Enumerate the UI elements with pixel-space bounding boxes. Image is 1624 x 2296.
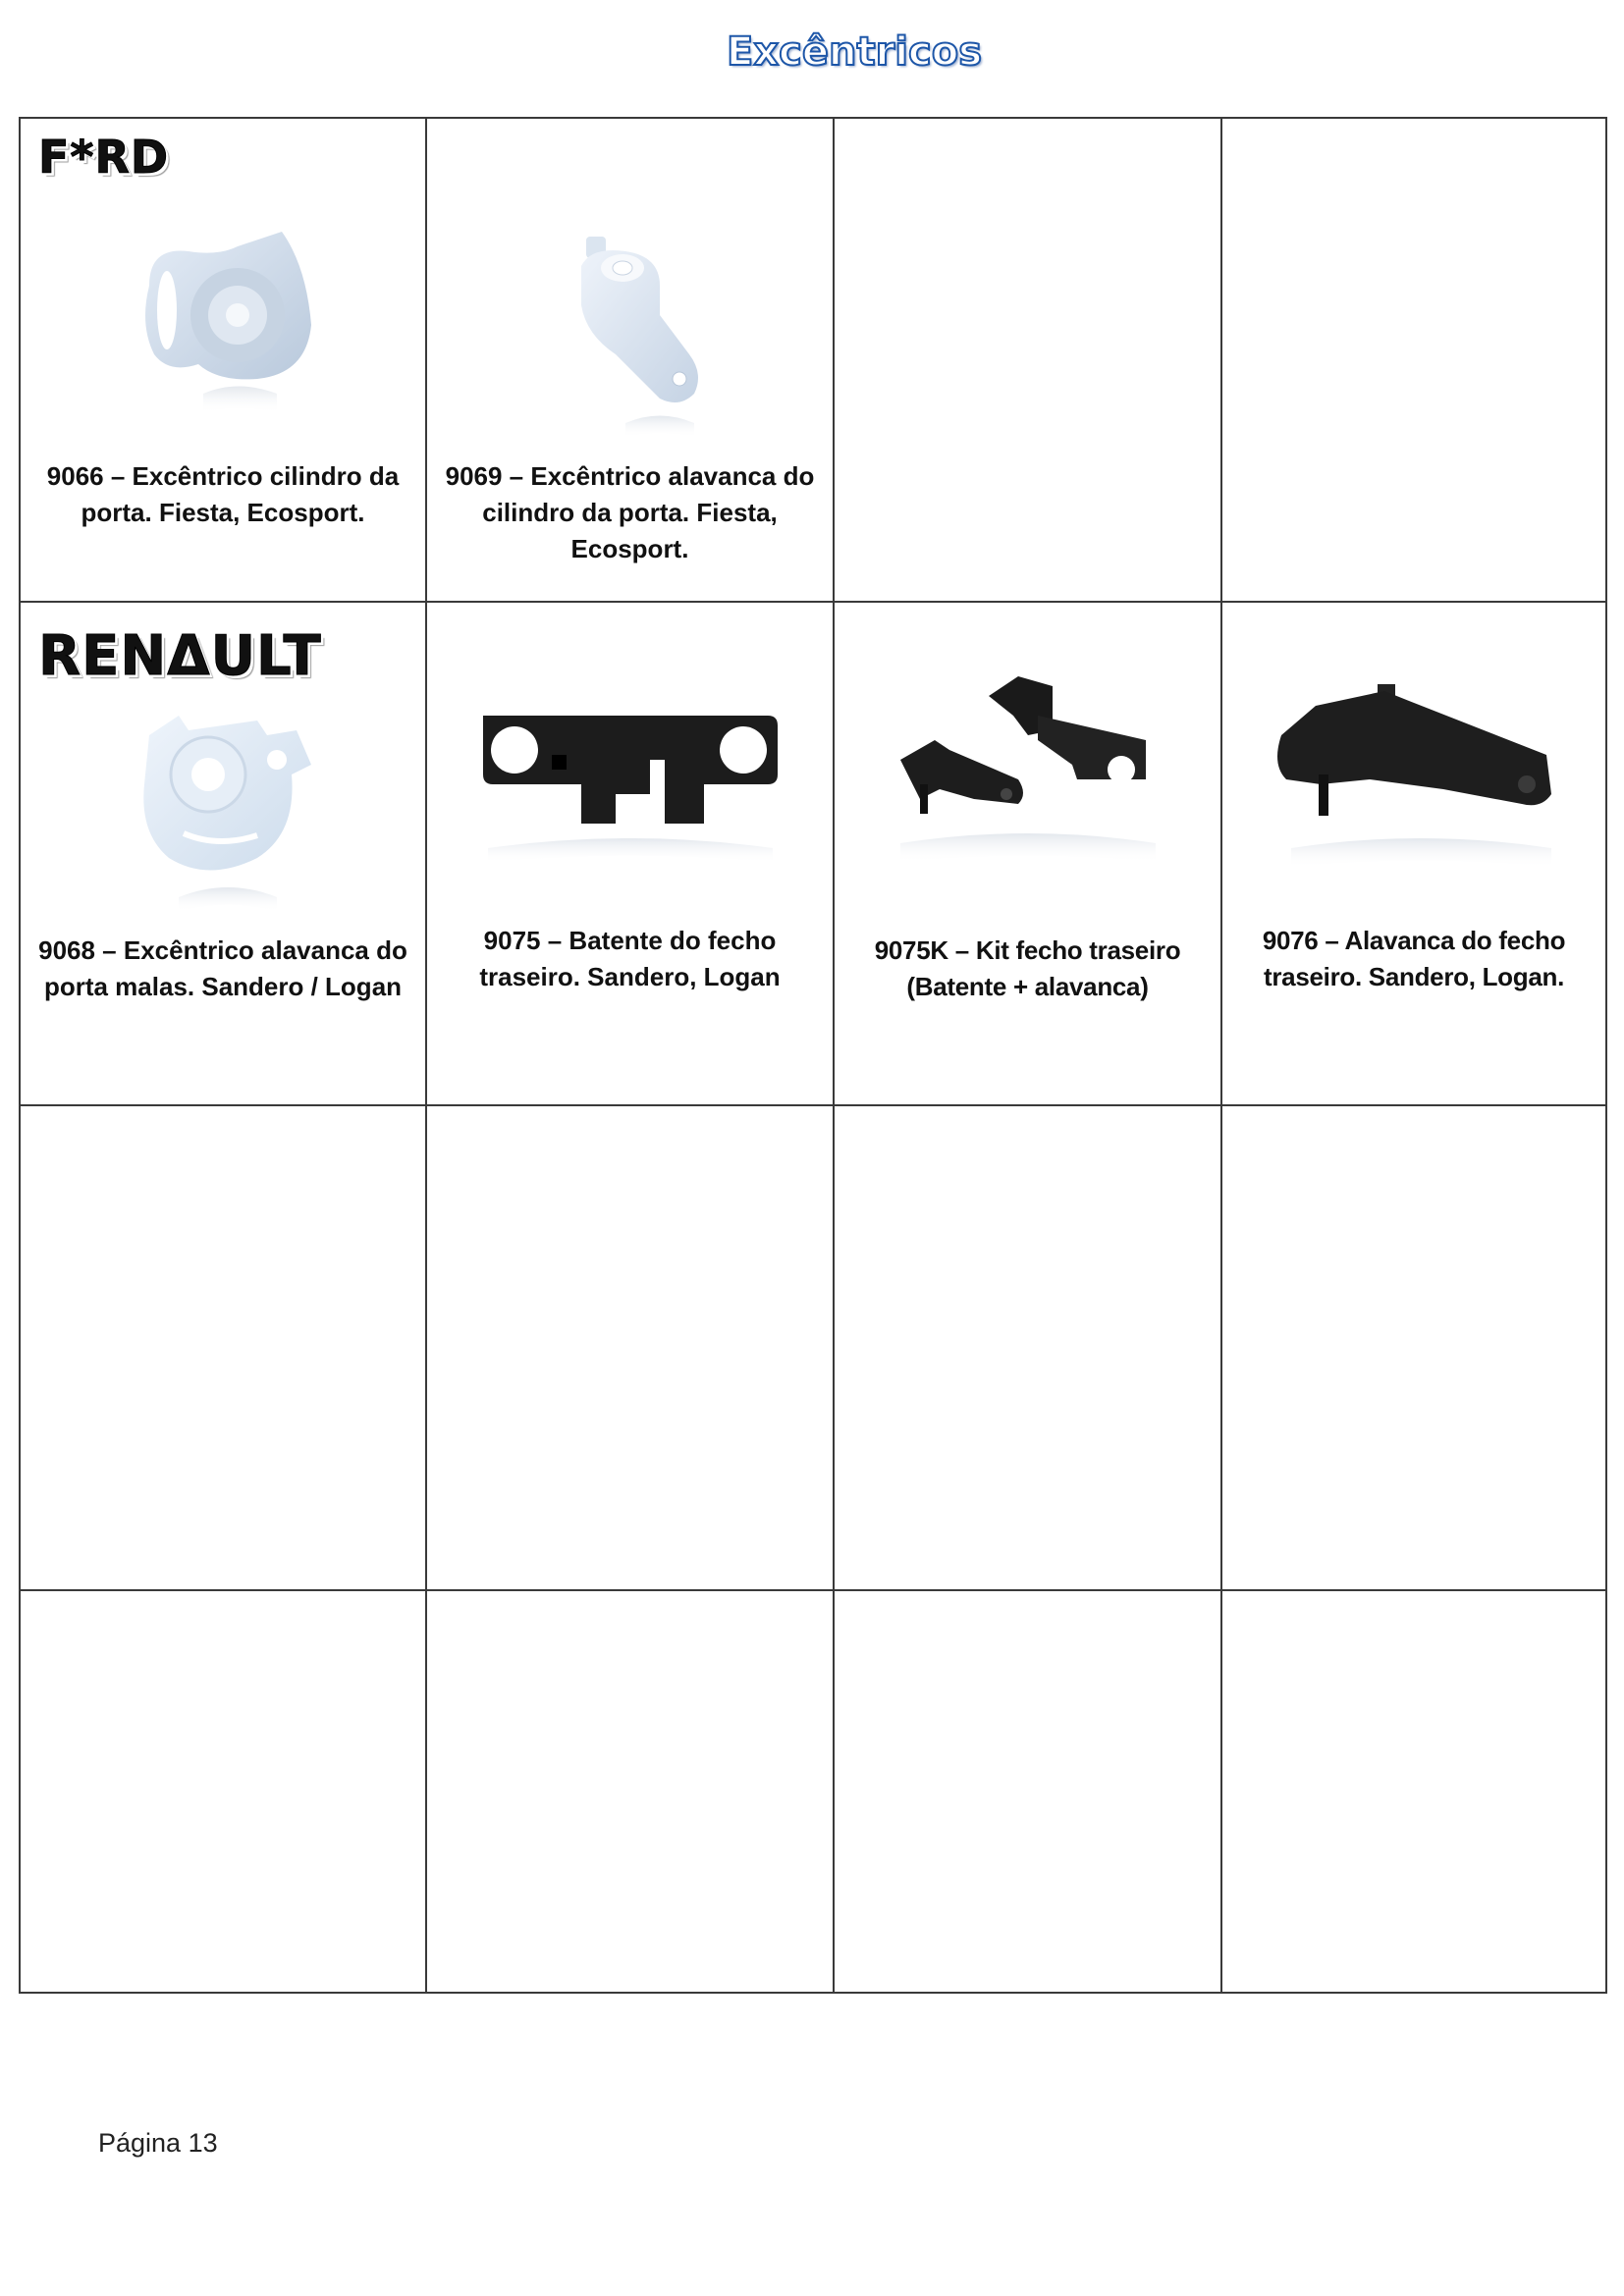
product-cell-9075 — [426, 602, 834, 1105]
table-row — [20, 1590, 1606, 1993]
page-number: Página 13 — [98, 2128, 218, 2158]
product-image-9075 — [473, 706, 787, 873]
table-row — [20, 602, 1606, 1105]
empty-cell — [834, 1590, 1221, 1993]
caption-line: traseiro. Sandero, Logan — [479, 962, 781, 991]
caption-line: Ecosport. — [570, 534, 689, 563]
product-image-9076 — [1262, 676, 1566, 882]
product-cell-9076 — [1221, 602, 1606, 1105]
caption-line: traseiro. Sandero, Logan. — [1263, 962, 1564, 991]
caption-line: porta malas. Sandero / Logan — [43, 972, 403, 1001]
empty-cell — [834, 1105, 1221, 1590]
caption-line: 9069 – Excêntrico alavanca do — [445, 461, 815, 491]
product-cell-9068 — [20, 602, 426, 1105]
caption-line: (Batente + alavanca) — [906, 972, 1149, 1001]
empty-cell — [426, 1590, 834, 1993]
page-title: Excêntricos — [727, 29, 982, 75]
caption-line: porta. Fiesta, Ecosport. — [81, 498, 365, 527]
product-caption-9068 — [28, 933, 417, 1005]
caption-line: cilindro da porta. Fiesta, — [482, 498, 778, 527]
caption-line: 9076 – Alavanca do fecho — [1262, 926, 1566, 955]
empty-cell — [1221, 118, 1606, 602]
product-image-9069 — [532, 227, 729, 453]
product-image-9068 — [110, 686, 336, 922]
table-row — [20, 118, 1606, 602]
catalog-table — [19, 117, 1607, 1994]
empty-cell — [1221, 1105, 1606, 1590]
empty-cell — [1221, 1590, 1606, 1993]
product-caption-9075 — [435, 923, 825, 995]
product-caption-9066 — [28, 458, 417, 531]
empty-cell — [426, 1105, 834, 1590]
caption-line: 9068 – Excêntrico alavanca do — [38, 935, 407, 965]
product-cell-9075k — [834, 602, 1221, 1105]
caption-line: 9075K – Kit fecho traseiro — [874, 935, 1181, 965]
brand-label-ford: F*RD — [38, 131, 170, 184]
product-caption-9076 — [1230, 923, 1597, 995]
brand-label-renault: RENΔULT — [38, 624, 322, 688]
empty-cell — [20, 1105, 426, 1590]
product-caption-9069 — [435, 458, 825, 567]
empty-cell — [20, 1590, 426, 1993]
product-image-9066 — [110, 217, 336, 443]
product-cell-9069 — [426, 118, 834, 602]
product-cell-9066 — [20, 118, 426, 602]
product-image-9075k — [881, 671, 1175, 878]
empty-cell — [834, 118, 1221, 602]
product-caption-9075k — [842, 933, 1213, 1005]
caption-line: 9066 – Excêntrico cilindro da — [46, 461, 400, 491]
table-row — [20, 1105, 1606, 1590]
caption-line: 9075 – Batente do fecho — [483, 926, 777, 955]
